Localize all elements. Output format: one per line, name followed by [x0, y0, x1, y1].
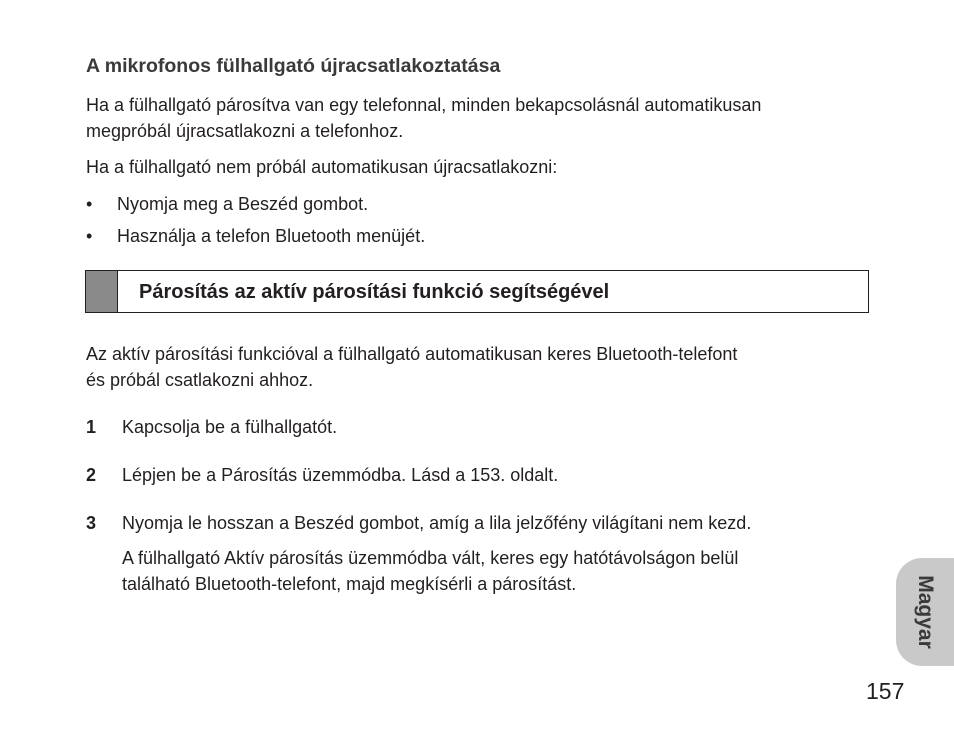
subheading: A mikrofonos fülhallgató újracsatlakoztatása — [86, 55, 501, 77]
page-number: 157 — [866, 678, 905, 704]
intro-paragraph-line: megpróbál újracsatlakozni a telefonhoz. — [86, 121, 404, 141]
section-paragraph-line: Az aktív párosítási funkcióval a fülhallgató automatikusan keres Bluetooth-telefont — [86, 344, 738, 364]
language-tab — [896, 558, 954, 666]
intro-paragraph — [86, 92, 886, 144]
section-paragraph-line: és próbál csatlakozni ahhoz. — [86, 370, 314, 390]
step-text: Nyomja le hosszan a Beszéd gombot, amíg a lila jelzőfény világítani nem kezd. — [122, 513, 752, 533]
step-text: Kapcsolja be a fülhallgatót. — [122, 417, 338, 437]
step-note-line: található Bluetooth-telefont, majd megkísérli a párosítást. — [122, 574, 577, 594]
bullet-symbol: • — [86, 194, 93, 214]
condition-paragraph: Ha a fülhallgató nem próbál automatikusan újracsatlakozni: — [86, 157, 558, 177]
step-text: Lépjen be a Párosítás üzemmódba. Lásd a 153. oldalt. — [122, 465, 559, 485]
bullet-text: Nyomja meg a Beszéd gombot. — [117, 194, 369, 214]
step-number: 2 — [86, 465, 97, 485]
step-note — [122, 545, 867, 597]
section-paragraph — [86, 341, 886, 393]
step-number: 1 — [86, 417, 97, 437]
step-note-line: A fülhallgató Aktív párosítás üzemmódba vált, keres egy hatótávolságon belül — [122, 548, 739, 568]
bullet-text: Használja a telefon Bluetooth menüjét. — [117, 226, 426, 246]
intro-paragraph-line: Ha a fülhallgató párosítva van egy telefonnal, minden bekapcsolásnál automatikusan — [86, 95, 762, 115]
language-tab-label: Magyar — [914, 575, 937, 649]
section-title: Párosítás az aktív párosítási funkció segítségével — [139, 281, 610, 303]
bullet-symbol: • — [86, 226, 93, 246]
step-number: 3 — [86, 513, 97, 533]
section-heading-box — [85, 270, 869, 313]
section-marker — [86, 271, 118, 312]
